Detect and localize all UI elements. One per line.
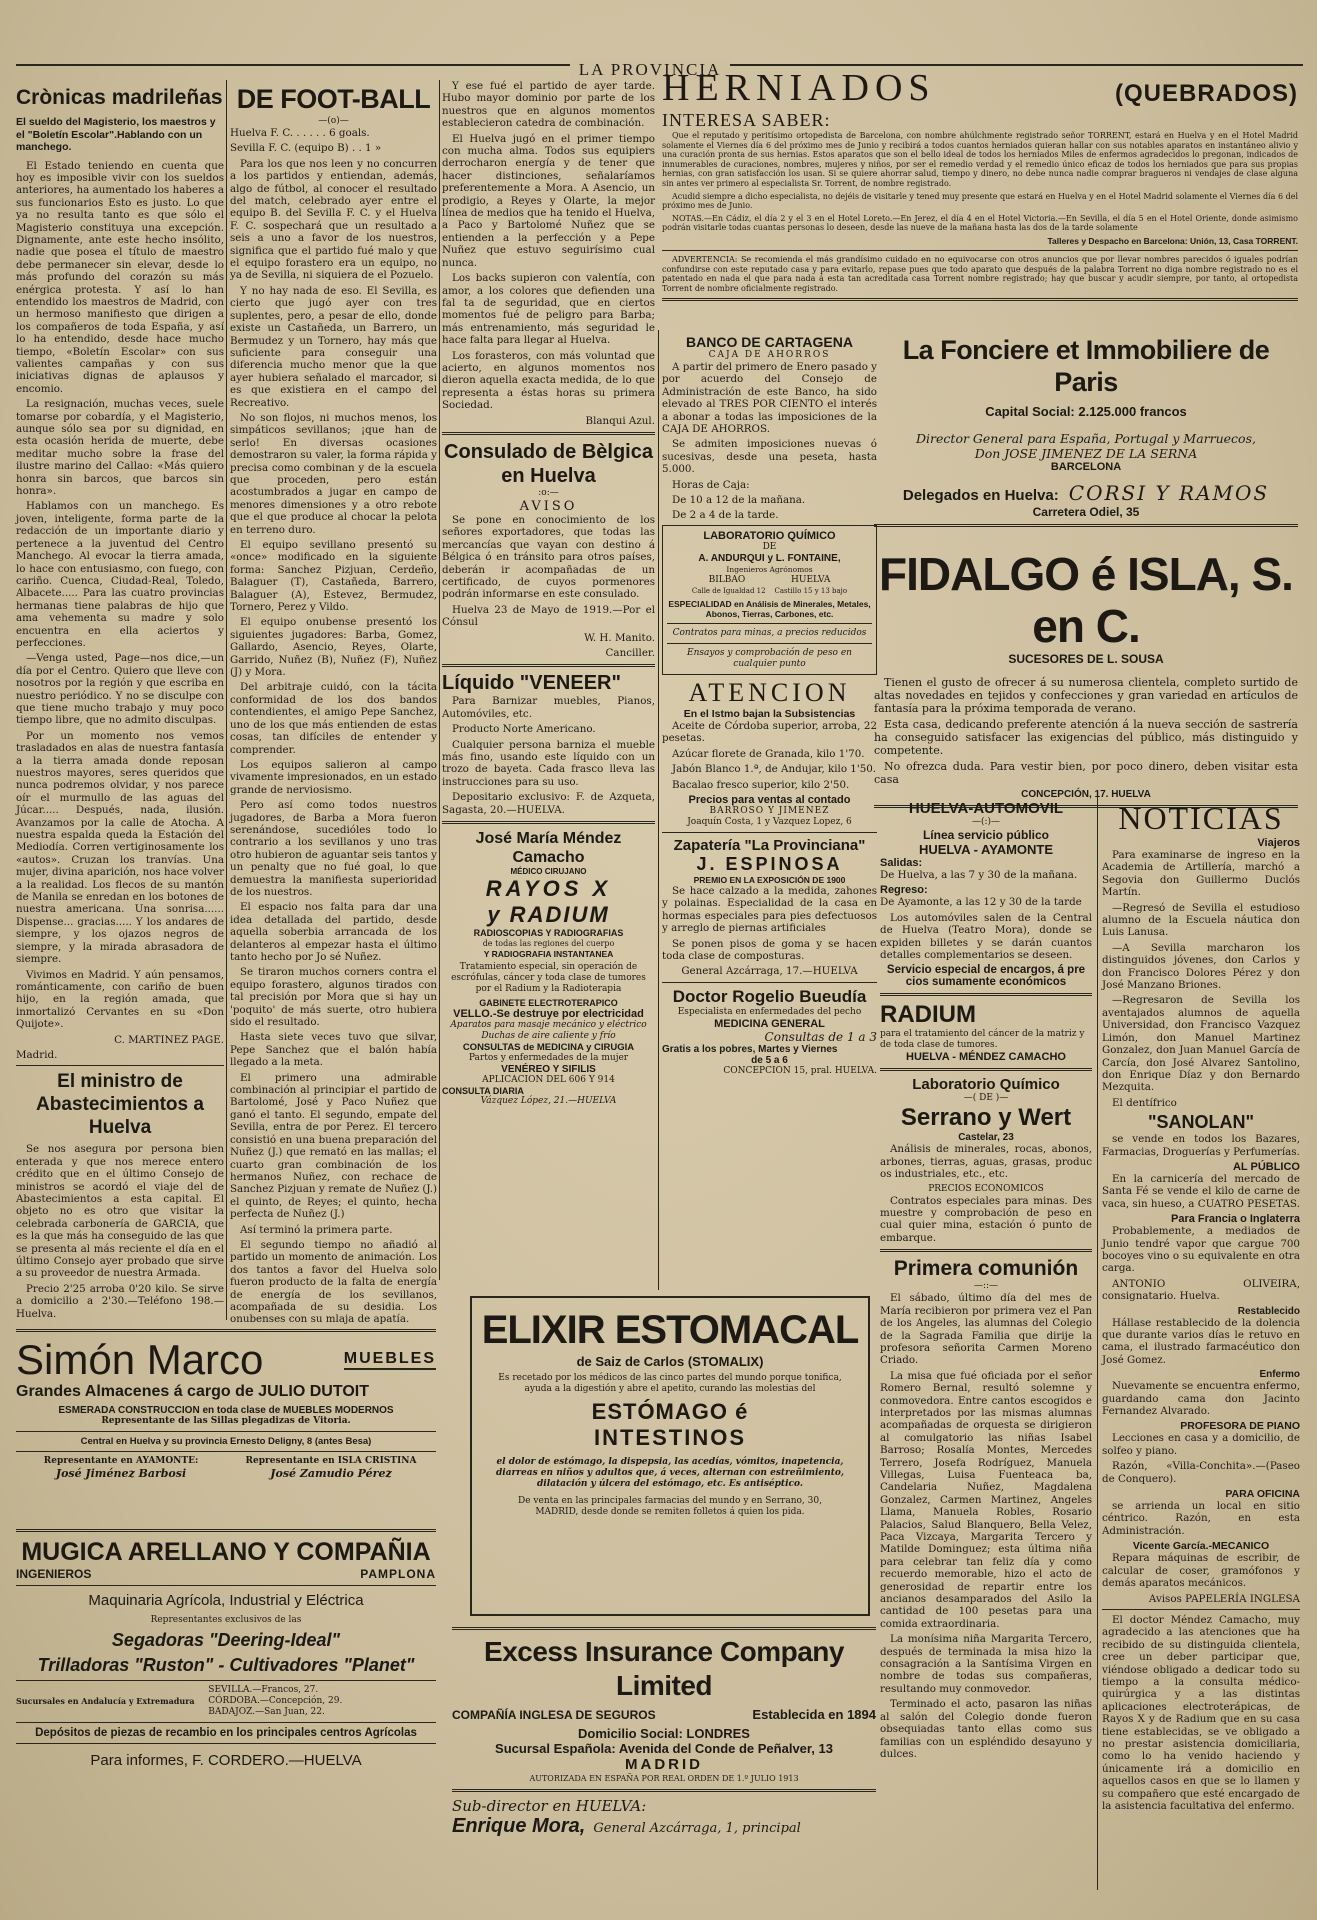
mugica-trilladoras: Trilladoras "Ruston" - Cultivadores "Planet" bbox=[37, 1655, 415, 1675]
paragraph: Se hace calzado a la medida, zahones y polainas. Especialidad de la casa en hormas especiales para pies defectuosos y arreglo de piernas artificiales bbox=[662, 884, 877, 935]
excess-subdir: Sub-director en HUELVA: bbox=[452, 1797, 647, 1815]
excess-name: Enrique Mora, bbox=[452, 1815, 586, 1837]
paragraph: Repara máquinas de escribir, de calcular de coser, gramófonos y demás aparatos mecánicos. bbox=[1102, 1552, 1300, 1590]
football-title: DE FOOT-BALL bbox=[236, 84, 431, 114]
fonciere-name: Don JOSE JIMENEZ DE LA SERNA bbox=[974, 446, 1198, 461]
paragraph: Del arbitraje cuidó, con la tácita conformidad de los dos bandos contendientes, el amigo Pepe Sanchez, uno de los que más entienden de estas cosas, tan difíciles de entender y comprender. bbox=[230, 681, 437, 756]
lab2-title: Laboratorio Químico bbox=[912, 1076, 1060, 1094]
paragraph: Hállase restablecido de la dolencia que durante varios días le retuvo en cama, el ilustrado farmacéutico don José Gomez. bbox=[1102, 1316, 1300, 1366]
paragraph: Esta casa, dedicando preferente atención á la nueva sección de sastrería ha conseguido satisfacer las exigencias del público, más distinguido y competente. bbox=[874, 718, 1298, 757]
simon-title: Simón Marco bbox=[16, 1336, 264, 1383]
paragraph: El equipo onubense presentó los siguientes jugadores: Barba, Gomez, Gallardo, Asencio, Reyes, Olarte, Garrido, Nuñez (B), Nuñez (F), Nuñez (J) y Mora. bbox=[230, 616, 437, 679]
elixir-sub: de Saiz de Carlos (STOMALIX) bbox=[576, 1354, 764, 1369]
consulado-title: Consulado de Bèlgica en Huelva bbox=[444, 440, 653, 487]
mugica-informes: Para informes, F. CORDERO.—HUELVA bbox=[90, 1752, 362, 1769]
mendez-role: MÉDICO CIRUJANO bbox=[510, 867, 587, 877]
aparatos: Aparatos para masaje mecánico y eléctrico bbox=[450, 1020, 647, 1031]
venereo: VENÉREO Y SIFILIS bbox=[501, 1064, 596, 1076]
paragraph: se arrienda un local en sitio céntrico. Razón, en esta Administración. bbox=[1102, 1500, 1300, 1537]
masthead-title: LA PROVINCIA bbox=[570, 60, 730, 80]
carretera: Carretera Odiel, 35 bbox=[1032, 505, 1140, 519]
separator: —::— bbox=[973, 1281, 999, 1292]
divider bbox=[662, 298, 1298, 301]
zapateria-address: General Azcárraga, 17.—HUELVA bbox=[681, 965, 858, 978]
divider bbox=[662, 832, 877, 833]
paragraph: —Regresó de Sevilla el estudioso alumno de la Escuela náutica don Luis Lanusa. bbox=[1102, 901, 1300, 939]
paragraph: La resignación, muchas veces, suele tomarse por cobardía, y el Magisterio, aunque sólo sea por su dignidad, en esta ocasión herida de muerte, debe meditar mucho sobre la frase del ilustre marino del Callao: «Más quiero honra sin barcos, que barcos sin honra». bbox=[16, 398, 224, 498]
regreso-label: Regreso: bbox=[880, 884, 928, 897]
divider bbox=[1102, 1609, 1300, 1610]
veneer-title: Líquido "VENEER" bbox=[442, 672, 621, 695]
barroso: BARROSO Y JIMENEZ bbox=[709, 805, 830, 816]
castelar: Castelar, 23 bbox=[958, 1132, 1014, 1144]
column-rule bbox=[439, 80, 440, 1280]
divider bbox=[452, 1627, 876, 1630]
cronicas-title: Crònicas madrileñas bbox=[16, 86, 223, 109]
lab-ensayos: Ensayos y comprobación de peso en cualquier punto bbox=[687, 647, 852, 669]
precios-contado: Precios para ventas al contado bbox=[688, 793, 851, 806]
noticias-title: NOTICIAS bbox=[1118, 800, 1284, 836]
rep-ayamonte-name: José Jiménez Barbosi bbox=[55, 1467, 187, 1480]
radium: y RADIUM bbox=[487, 902, 610, 928]
salidas-label: Salidas: bbox=[880, 857, 923, 869]
radium-huelva: HUELVA - MÉNDEZ CAMACHO bbox=[906, 1051, 1066, 1064]
paragraph: Y no hay nada de eso. El Sevilla, es cierto que jugó ayer con tres suplentes, pero, a pesar de ello, donde existe un Castañeda, un Barrero, un Bermudez y un Tornero, hay más que suficiente para conseguir una diferencia mucho menor que la que ayer hubiera señalado el marcador, si es que existiera en el campo del Recreativo. bbox=[230, 284, 437, 409]
lab-cities: BILBAO HUELVA bbox=[708, 574, 831, 585]
herniados-text: Acudid siempre a dicho especialista, no dejéis de visitarle y tened muy presente que estará en Huelva y en el Hotel Madrid solamente el Viernes día 6 del próximo mes de Junio. bbox=[662, 191, 1298, 211]
mugica-ing: INGENIEROS bbox=[16, 1567, 92, 1581]
paragraph: Para los que nos leen y no concurren a los partidos y entiendan, además, algo de fútbol, al conocer el resultado del match, celebrado ayer entre el equipo B. del Sevilla F. C. y el Huelva F. C. sospechará que un resultado a seis a uno a favor de los nuestros, significa que el partido fué malo y que el equipo forastero era un equipo, no ya de Sevilla, ni siquiera de el Pozuelo. bbox=[230, 157, 437, 282]
paragraph: El sábado, último día del mes de María recibieron por primera vez el Pan de los Angeles, las alumnas del Colegio de la Sagrada Familia que dirije la profesora señorita Carmen Moreno Criado. bbox=[880, 1292, 1092, 1367]
cronicas-subtitle: El sueldo del Magisterio, los maestros y el "Boletín Escolar".Hablando con un manchego. bbox=[16, 116, 216, 153]
mugica-segadoras: Segadoras "Deering-Ideal" bbox=[111, 1630, 341, 1650]
horas: De 2 a 4 de la tarde. bbox=[672, 509, 779, 522]
francia: Para Francia o Inglaterra bbox=[1171, 1213, 1300, 1226]
divider bbox=[16, 1065, 224, 1066]
column-rule bbox=[1097, 790, 1098, 1890]
fidalgo-title: FIDALGO é ISLA, S. en C. bbox=[879, 548, 1293, 652]
simon-central: Central en Huelva y su provincia Ernesto Deligny, 8 (antes Besa) bbox=[80, 1436, 372, 1447]
horas: De 10 a 12 de la mañana. bbox=[672, 494, 806, 507]
separator: :o:— bbox=[538, 487, 559, 498]
regreso-text: De Ayamonte, a las 12 y 30 de la tarde bbox=[880, 896, 1082, 909]
bueudia-esp: Especialista en enfermedades del pecho bbox=[677, 1006, 862, 1017]
elixir-big1: ESTÓMAGO é bbox=[591, 1399, 749, 1424]
divider bbox=[442, 664, 655, 667]
excess-sucursal: Sucursal Española: Avenida del Conde de Peñalver, 13 bbox=[495, 1741, 833, 1756]
paragraph: Cualquier persona barniza el mueble más fino, usando este líquido con un trozo de bayeta. Cada frasco lleva las instrucciones para su uso. bbox=[442, 738, 655, 788]
delegados-label: Delegados en Huelva: bbox=[902, 487, 1059, 504]
fidalgo-ad bbox=[874, 540, 1298, 800]
espinosa: J. ESPINOSA bbox=[696, 853, 843, 874]
simon-grandes: Grandes Almacenes á cargo de JULIO DUTOIT bbox=[16, 1383, 369, 1400]
divider bbox=[662, 250, 1298, 251]
paragraph: Se admiten imposiciones nuevas ó sucesivas, desde una peseta, hasta 5.000. bbox=[662, 438, 877, 476]
consul-role: Canciller. bbox=[605, 647, 655, 660]
gabinete: GABINETE ELECTROTERAPICO bbox=[479, 998, 618, 1009]
mendez-name: José María Méndez Camacho bbox=[475, 830, 622, 867]
elixir-ad bbox=[470, 1296, 870, 1616]
divider bbox=[667, 643, 872, 644]
excess-est: Establecida en 1894 bbox=[752, 1707, 876, 1722]
excess-ad bbox=[452, 1622, 876, 1902]
paragraph: A partir del primero de Enero pasado y por acuerdo del Consejo de Administración de este Banco, ha sido elevado al TRES POR CIENTO el interés a abonar a todas las imposiciones de la CAJA DE AHORROS. bbox=[662, 361, 877, 436]
paragraph: Los forasteros, con más voluntad que acierto, en algunos momentos nos dieron aquella exacta medida, de lo que representa a éstas horas su primera Sociedad. bbox=[442, 349, 655, 412]
divider bbox=[16, 1329, 436, 1332]
paragraph: El equipo sevillano presentó su «once» modificado en la siguiente forma: Sanchez Pizjuan, Cerdeño, Balaguer (T), Castañeda, Barrero, Balaguer (A), Estevez, Bermudez, Tornero, Perez y Vildo. bbox=[230, 539, 437, 614]
oficina: PARA OFICINA bbox=[1225, 1488, 1300, 1501]
paragraph: Los automóviles salen de la Central de Huelva (Teatro Mora), donde se expiden billetes y se darán cuantos detalles complementarios se deseen. bbox=[880, 911, 1092, 962]
al-publico: AL PÚBLICO bbox=[1232, 1160, 1300, 1173]
divider bbox=[662, 982, 877, 983]
bueudia-name: Doctor Rogelio Bueudía bbox=[672, 986, 867, 1006]
paragraph: Terminado el acto, pasaron las niñas al salón del Colegio donde fueron obsequiadas tanto ellas como sus familias con un espléndido desayuno y dulces. bbox=[880, 1698, 1092, 1760]
excess-cia: COMPAÑÍA INGLESA DE SEGUROS bbox=[452, 1707, 656, 1722]
avisos: Avisos PAPELERÍA INGLESA bbox=[1148, 1592, 1300, 1605]
paragraph: La misa que fué oficiada por el señor Romero Bernal, resultó solemne y conmovedora. Entre cantos escogidos e interpretados por las mismas alumnas acompañadas de orquesta se dirigieron al comulgatorio las niñas Isabel Barroso; Rosalía Montes, Mercedes Terrero, Josefa Rodríguez, Manuela Villegas, Luisa Fuenteaca ba, Candelaria Nuñez, Magdalena Gonzalez, Carmen Martinez, Angeles Llama, Manuela Robles, Rosario Palacios, Salud Blanquero, Bella Velez, Paca Vizcaya, Margarita Tercero y Matilde Dominguez; esta última niña para celebrar tan feliz día y como recuerdo memorable, hizo el acto de generosidad de repartir entre los ancianos desamparados del Asilo la cantidad de 100 pesetas para una comida extraordinaria. bbox=[880, 1369, 1092, 1630]
sanolan: "SANOLAN" bbox=[1147, 1112, 1255, 1133]
fonciere-capital: Capital Social: 2.125.000 francos bbox=[985, 404, 1187, 419]
sucursal-line: SEVILLA.—Francos, 27. bbox=[208, 1685, 319, 1695]
sucursal-line: BADAJOZ.—San Juan, 22. bbox=[208, 1707, 325, 1717]
auto-ruta: HUELVA - AYAMONTE bbox=[918, 842, 1054, 857]
paragraph: Análisis de minerales, rocas, abonos, arbones, tierras, aguas, grasas, produc os industriales, etc., etc. bbox=[880, 1143, 1092, 1181]
profesora: PROFESORA DE PIANO bbox=[1180, 1420, 1300, 1433]
aplicacion: APLICACION DEL 606 Y 914 bbox=[482, 1075, 615, 1086]
herniados-text: Que el reputado y peritísimo ortopedista de Barcelona, con nombre ahúlchmente registrado señor TORRENT, estará en Huelva y en el Hotel Madrid solamente el Viernes día 6 del próximo mes de Junio y recibirá a todos cuantos herniados quieran hallar con sus notables aparatos en instantáneo alivio y una curación pronta de sus hernias. Estos aparatos que son el bello ideal de todos los herniados Miles de enfermos agradecidos lo pregonan, indicados de innumerables de curaciones, nombres, mujeres y niños, por ser el remedio verdad y el remedio único eficaz de todos los herniados que para sus propias hernias, con gran satisfacción los usan. Si se quiere ahorrar salud, tiempo y dinero, no debe nunca nadie comprar bragueros ni vendajes de clase alguna sin antes ver primero al especialista Sr. Torrent, de nombre registrado. bbox=[662, 131, 1298, 188]
paragraph: Hablamos con un manchego. Es joven, inteligente, forma parte de la redacción de un importante diario y pertenece a la juventud del Centro Manchego. Al evocar la tierra amada, lo hace con entusiasmo, con fuego, con cariño. Cuenca, Ciudad-Real, Toledo, Albacete..... Para las cuatro provincias hermanas tiene palabras de hijo que ama vehementa su madre y solo encuentra en ella aciertos y perfecciones. bbox=[16, 500, 224, 649]
laboratorio-box bbox=[662, 525, 877, 675]
mugica-depositos: Depósitos de piezas de recambio en los principales centros Agrícolas bbox=[35, 1727, 417, 1739]
quebrados-title: (QUEBRADOS) bbox=[1115, 80, 1298, 107]
column-noticias bbox=[1102, 800, 1300, 1890]
paragraph: No son flojos, ni muchos menos, los simpáticos sevillanos; ¡que han de serlo! En diversas ocasiones demostraron su valer, la forma rápida y precisa como combinan y de la escuela que proceden, pero están acostumbrados a jugar en campo de menores dimensiones y a otro rebote que el que produce al chocar la pelota en terreno duro. bbox=[230, 411, 437, 536]
herniados-advertencia: ADVERTENCIA: Se recomienda el más grandísimo cuidado en no equivocarse con otros anuncios que por llevar nombres parecidos ó iguales podrían confundirse con este reputado casa y para evitarlo, repase pues que todo aparato que después de la palabra Torrent no diga nombre registrado no es el patentado en nada el que para nada á esta tan acreditada casa Torrent nombre registrado; hay que buscar y acudir siempre, por tanto, al ortopedista Torrent de nombre oficialmente registrado. bbox=[662, 254, 1298, 293]
consulta-diaria: CONSULTA DIARIA bbox=[442, 1086, 524, 1097]
herniados-title: HERNIADOS bbox=[662, 67, 936, 109]
paragraph: Pero así como todos nuestros jugadores, de Barba a Mora fueron serenándose, sucedióles todo lo contrario a los sevillanos y uno tras otro hubieron de aguantar seis tantos y un penalty que no fué goal, lo que demuestra la manifiesta superioridad de los nuestros. bbox=[230, 799, 437, 898]
lab-de: DE bbox=[762, 541, 777, 552]
paragraph: Se pone en conocimiento de los señores exportadores, que todas las mercancías que vayan con destino á Bélgica ó en tránsito para otros países, deberán ir acompañadas de un certificado, de cuyos pormenores podrán informarse en este consulado. bbox=[442, 513, 655, 601]
paragraph: El doctor Méndez Camacho, muy agradecido a las atenciones que ha recibido de su distinguida clientela, cree un deber participar que, viéndose obligado a dedicar todo su tiempo a la consulta médico-quirúrgica y a las distintas aplicaciones electroterápicas, de Rayos X y de Radium que en su casa tiene establecidas, se ve obligado a no prestar asistencia domiciliaria, como lo ha venido haciendo y únicamente irá a domicilio en aquellos casos en que se lo llamen y su compañero que esté encargado de la asistencia facultativa del enfermo. bbox=[1102, 1613, 1300, 1812]
mendez-address: Vázquez López, 21.—HUELVA bbox=[480, 1096, 617, 1107]
serrano-wert: Serrano y Wert bbox=[900, 1104, 1072, 1132]
premio: PREMIO EN LA EXPOSICIÓN DE 1900 bbox=[693, 874, 846, 885]
rep-isla-name: José Zamudio Pérez bbox=[270, 1467, 392, 1480]
divider bbox=[880, 1249, 1092, 1252]
price-line: Bacalao fresco superior, kilo 2'50. bbox=[672, 778, 850, 791]
excess-addr: General Azcárraga, 1, principal bbox=[593, 1821, 801, 1836]
fonciere-ad bbox=[874, 334, 1298, 534]
divider bbox=[16, 1529, 436, 1532]
bueudia-med: MEDICINA GENERAL bbox=[714, 1017, 825, 1030]
mugica-sucursales: Sucursales en Andalucía y Extremadura bbox=[16, 1696, 195, 1706]
horas: Horas de Caja: bbox=[672, 478, 750, 491]
paragraph: Vivimos en Madrid. Y aún pensamos, románticamente, con cariño de buen hijo, en la región amada, que inmortalizó Cervantes en su «Don Quijote». bbox=[16, 968, 224, 1031]
paragraph: El Estado teniendo en cuenta que hoy es imposible vivir con los sueldos anteriores, ha aumentado los haberes a sus funcionarios Esto es justo. Lo que ya no resulta tanto es que sólo el Magisterio constituya una excepción. Dignamente, ante este hecho insólito, nadie que posea el título de maestro debe permanecer sin elevar, desde lo más profundo del corazón su más enérgica protesta. Y así lo han entendido los maestros de Madrid, con un hermoso manifiesto que dirigen a los compañeros de toda España, y así lo ha entendido, desde hace mucho tiempo, «Boletín Escolar» con sus valientes campañas y con sus iniciativas dignas de aplausos y encomio. bbox=[16, 159, 224, 395]
divider bbox=[667, 623, 872, 624]
separator: —(o)— bbox=[318, 116, 349, 126]
paragraph: Por un momento nos vemos trasladados en alas de nuestra fantasía a la tierra amada donde reposan nuestros mayores, seres queridos que nunca podremos olvidar, y nos parece oír el murmullo de las aguas del Júcar..... Después, nada, ilusión. Avanzamos por la calle de Atocha. A nuestra espalda queda la Estación del Mediodía. Corren vertiginosamente los «autos». Cruzan los tranvías. Una mujer, divina aparición, nos hace volver a la realidad. Los flecos de su mantón de Manila se enredan en los botones de nuestra americana. Una sonrisa...... Dispense... gracias..... Y los andares de siempre, y los ojazos negros de siempre, y la mirada abrasadora de siempre. bbox=[16, 729, 225, 966]
paragraph: —Venga usted, Page—nos dice,—un día por el Centro. Quiero que lleve con nosotros por la región y que escriba en nuestro periódico. Y no se disculpe con que tiene mucho trabajo y muy poco tiempo libre, que no admito disculpas. bbox=[16, 652, 224, 727]
paragraph: No ofrezca duda. Para vestir bien, por poco dinero, deben visitar esta casa bbox=[874, 760, 1298, 786]
bueudia-hora: de 5 a 6 bbox=[751, 1054, 788, 1066]
fonciere-director: Director General para España, Portugal y Marruecos, bbox=[916, 431, 1256, 446]
paragraph: Razón, «Villa-Conchita».—(Paseo de Conquero). bbox=[1102, 1460, 1300, 1485]
paragraph: Se ponen pisos de goma y se hacen toda clase de composturas. bbox=[662, 937, 877, 962]
paragraph: Para Barnizar muebles, Pianos, Automóviles, etc. bbox=[442, 695, 655, 720]
divider bbox=[452, 1789, 876, 1792]
partos: Partos y enfermedades de la mujer bbox=[468, 1053, 629, 1064]
banco-sub: CAJA DE AHORROS bbox=[708, 350, 831, 360]
paragraph: Contratos especiales para minas. Des muestre y comprobación de peso en cual quier mina, estación ó punto de embarque. bbox=[880, 1194, 1092, 1244]
paragraph: Huelva 23 de Mayo de 1919.—Por el Cónsul bbox=[442, 603, 655, 629]
paragraph: Precio 2'25 arroba 0'20 kilo. Se sirve a domicilio a 2'30.—Teléfono 198.—Huelva. bbox=[16, 1282, 224, 1320]
aviso-heading: AVISO bbox=[519, 498, 578, 514]
paragraph: —Regresaron de Sevilla los aventajados alumnos de aquella Universidad, don Francisco Vazquez Limón, don Manuel Martinez Gonzalez, don Juan Manuel García de Carcía, don José Alvarez Santolino, don Enrique Díaz y don Bernardo Mezquita. bbox=[1102, 994, 1300, 1094]
elixir-text: Es recetado por los médicos de las cinco partes del mundo porque tonifica, ayuda a la digestión y abre el apetito, curando las molestias del bbox=[498, 1373, 842, 1394]
vello: VELLO.-Se destruye por electricidad bbox=[453, 1008, 644, 1021]
lab-role: Ingenieros Agrónomos bbox=[726, 564, 813, 574]
paragraph: ANTONIO OLIVEIRA, consignatario. Huelva. bbox=[1102, 1277, 1300, 1303]
paragraph: Depositario exclusivo: F. de Azqueta, Sagasta, 20.—HUELVA. bbox=[442, 791, 655, 816]
mugica-maq: Maquinaria Agrícola, Industrial y Eléctrica bbox=[88, 1592, 364, 1609]
lab2-de: —( DE )— bbox=[963, 1093, 1009, 1104]
herniados-talleres: Talleres y Despacho en Barcelona: Unión, 13, Casa TORRENT. bbox=[1047, 235, 1298, 246]
interesa-saber: INTERESA SABER: bbox=[662, 110, 831, 130]
paragraph: Hasta siete veces tuvo que silvar, Pepe Sanchez que el balón había llegado a la meta. bbox=[230, 1031, 437, 1069]
signature: C. MARTINEZ PAGE. bbox=[114, 1033, 224, 1046]
herniados-ad bbox=[662, 68, 1298, 334]
restablecido: Restablecido bbox=[1237, 1305, 1300, 1317]
divider bbox=[16, 1451, 436, 1452]
separator: —(:)— bbox=[971, 817, 1001, 827]
paragraph: Los backs supieron con valentía, con amor, a los colores que defienden una fal ta de seguridad, que en ciertos momentos fué de peligro para Barba; más entrenamiento, más seguridad le hace falta para llegar al Huelva. bbox=[442, 272, 655, 347]
bueudia-consultas: Consultas de 1 a 3 bbox=[764, 1029, 877, 1044]
salidas-text: De Huelva, a las 7 y 30 de la mañana. bbox=[880, 869, 1078, 881]
divider bbox=[16, 1680, 436, 1681]
atencion-sub: En el Istmo bajan la Subsistencias bbox=[683, 707, 856, 720]
auto-linea: Línea servicio público bbox=[922, 828, 1050, 842]
paragraph: Probablemente, a mediados de Junio tendré vapor que cargue 700 bocoyes vino o su equivalente en otra carga. bbox=[1102, 1225, 1300, 1275]
duchas: Duchas de aire caliente y frío bbox=[481, 1031, 616, 1042]
column-automovil bbox=[880, 800, 1092, 1890]
paragraph: Para examinarse de ingreso en la Academia de Artillería, marchó a Segovia don Guillermo Duclós Martín. bbox=[1102, 849, 1300, 899]
fidalgo-sub: SUCESORES DE L. SOUSA bbox=[1008, 652, 1164, 666]
score-line: Sevilla F. C. (equipo B) . . 1 » bbox=[230, 142, 382, 155]
column-consulado bbox=[442, 80, 655, 1240]
rad-line: Tratamiento especial, sin operación de escrófulas, cáncer y toda clase de tumores por el Radium y la Radioterapia bbox=[451, 962, 646, 995]
bueudia-gratis: Gratis a los pobres, Martes y Viernes bbox=[662, 1043, 838, 1055]
vicente-garcia: Vicente García.-MECANICO bbox=[1132, 1540, 1270, 1553]
elixir-venta: De venta en las principales farmacias del mundo y en Serrano, 30, MADRID, desde donde se remiten folletos á quien los pida. bbox=[518, 1496, 822, 1517]
paragraph: El segundo tiempo no añadió al partido un momento de animación. Los dos tantos a favor del Huelva solo fueron producto de la falta de energía de energía de los sevillanos, acompañada de su desidia. Los onubenses con su mlaja de apatía. bbox=[230, 1238, 437, 1326]
column-cronicas bbox=[16, 80, 224, 1320]
divider bbox=[880, 1068, 1092, 1071]
rayos-x: RAYOS X bbox=[485, 876, 612, 902]
signature: Blanqui Azul. bbox=[585, 414, 655, 427]
simon-marco-ad bbox=[16, 1324, 436, 1524]
price-line: Jabón Blanco 1.ª, de Andujar, kilo 1'50. bbox=[672, 763, 877, 776]
paragraph: Producto Norte Americano. bbox=[452, 723, 596, 736]
divider bbox=[16, 1722, 436, 1723]
column-football bbox=[230, 80, 437, 1326]
paragraph: El dentífrico bbox=[1112, 1096, 1177, 1109]
mugica-title: MUGICA ARELLANO Y COMPAÑIA bbox=[21, 1538, 431, 1566]
excess-domicilio: Domicilio Social: LONDRES bbox=[578, 1726, 750, 1741]
column-banco bbox=[662, 334, 877, 1294]
paragraph: Se tiraron muchos corners contra el equipo forastero, algunos tirados con tal precisión por Mora que si hay un 'poquito' de más suerte, otro hubiera sido el resultado. bbox=[230, 966, 437, 1029]
mugica-ad bbox=[16, 1524, 436, 1904]
consultas: CONSULTAS de MEDICINA y CIRUGIA bbox=[462, 1042, 635, 1054]
divider bbox=[16, 1431, 436, 1432]
paragraph: Y ese fué el partido de ayer tarde. Hubo mayor dominio por parte de los nuestros que en algunos momentos establecieron catedra de combinación. bbox=[442, 80, 655, 130]
paragraph: El Huelva jugó en el primer tiempo con mucha alma. Todos sus equipiers derrocharon energía y de tener que hacer distinciones, señalaríamos preferentemente a Mora. A Asencio, un prodigio, a Reyes y Olarte, la mejor línea de medios que ha tenido el Huelva, a Paco y Bartolomé Nuñez que se entienden a la perfección y a Pepe Nuñez que estuvo seguirísimo cual nunca. bbox=[442, 132, 655, 269]
paragraph: Tienen el gusto de ofrecer á su numerosa clientela, completo surtido de altas novedades en tejidos y confecciones y gran variedad en artículos de fantasía para la próxima temporada de verano. bbox=[874, 676, 1298, 715]
divider bbox=[880, 993, 1092, 996]
precios-economicos: PRECIOS ECONOMICOS bbox=[928, 1183, 1044, 1194]
paragraph: Lecciones en casa y a domicilio, de solfeo y piano. bbox=[1102, 1432, 1300, 1457]
paragraph: Los equipos salieron al campo vivamente impresionados, en un estado grande de nerviosismo. bbox=[230, 758, 437, 796]
atencion-title: ATENCION bbox=[688, 677, 851, 707]
mugica-city: PAMPLONA bbox=[360, 1567, 436, 1581]
paragraph: —A Sevilla marcharon los distinguidos jóvenes, don Carlos y don Francisco Dolores Pérez y don José Manzano Briones. bbox=[1102, 941, 1300, 992]
bueudia-address: CONCEPCION 15, pral. HUELVA. bbox=[723, 1065, 877, 1076]
muebles: MUEBLES bbox=[344, 1350, 436, 1370]
column-rule bbox=[658, 330, 659, 1290]
lab-title: LABORATORIO QUÍMICO bbox=[703, 529, 836, 542]
viajeros: Viajeros bbox=[1257, 837, 1300, 849]
minister-title: El ministro de Abastecimientos a Huelva bbox=[36, 1071, 204, 1139]
elixir-title: ELIXIR ESTOMACAL bbox=[481, 1308, 859, 1352]
herniados-notas: NOTAS.—En Cádiz, el día 2 y el 3 en el Hotel Loreto.—En Jerez, el día 4 en el Hotel Victoria.—En Sevilla, el día 5 en el Hotel Oriente, donde asimismo podrán visitarle todas cuantas personas lo deseen, desde las nueve de la mañana hasta las dos de la tarde solamente bbox=[662, 213, 1298, 233]
elixir-big2: INTESTINOS bbox=[593, 1425, 746, 1450]
enfermo: Enfermo bbox=[1259, 1369, 1300, 1381]
rad-line: Y RADIOGRAFIA INSTANTANEA bbox=[483, 949, 614, 960]
fonciere-city: BARCELONA bbox=[1050, 461, 1122, 473]
mugica-rep: Representantes exclusivos de las bbox=[150, 1615, 302, 1625]
banco-title: BANCO DE CARTAGENA bbox=[686, 334, 853, 350]
lab-address: Calle de Igualdad 12 Castillo 15 y 13 bajo bbox=[691, 586, 848, 595]
paragraph: El espacio nos falta para dar una idea detallada del partido, desde aquella soberbia arrancada de los delanteros al empezar hasta el último tanto hecho por Jo sé Nuñez. bbox=[230, 901, 437, 963]
elixir-ital: el dolor de estómago, la dispepsia, las acedías, vómitos, inapetencia, diarreas en niños y adultos que, á veces, alternan con estreñimiento, dilatación y úlcera del estómago, etc. Es antiséptico. bbox=[496, 1457, 844, 1489]
place: Madrid. bbox=[16, 1048, 58, 1061]
paragraph: Se nos asegura por persona bien enterada y que nos merece entero crédito que en el último Consejo de ministros se acordó el viaje del de Abastecimientos a esta capital. El objeto no es otro que visitar la celebrada carbonería de GARCIA, que es la que más ha conseguido de las que se presenta al más reciente el día en el último Consejo ayer probado que sirve a su proveedor de nuestra Armada. bbox=[16, 1143, 224, 1280]
comunion-title: Primera comunión bbox=[893, 1257, 1079, 1281]
radium-title: RADIUM bbox=[880, 1001, 976, 1029]
divider bbox=[16, 1743, 436, 1744]
paragraph: Nuevamente se encuentra enfermo, guardando cama don Jacinto Fernandez Alvarado. bbox=[1102, 1380, 1300, 1418]
fonciere-title: La Fonciere et Immobiliere de Paris bbox=[902, 335, 1270, 397]
paragraph: En la carnicería del mercado de Santa Fé se vende el kilo de carne de vaca, sin hueso, a CUATRO PESETAS. bbox=[1102, 1172, 1300, 1210]
consul-name: W. H. Manito. bbox=[584, 631, 655, 644]
divider bbox=[442, 432, 655, 435]
score-line: Huelva F. C. . . . . . 6 goals. bbox=[230, 127, 370, 139]
radium-text: para el tratamiento del cáncer de la matriz y de toda clase de tumores. bbox=[880, 1029, 1085, 1051]
divider bbox=[442, 821, 655, 824]
auto-title: HUELVA-AUTOMOVIL bbox=[908, 800, 1064, 817]
rad-line: RADIOSCOPIAS Y RADIOGRAFIAS bbox=[473, 928, 624, 939]
rep-ayamonte-label: Representante en AYAMONTE: bbox=[43, 1456, 199, 1466]
excess-title: Excess Insurance Company Limited bbox=[484, 1636, 844, 1701]
sucursal-line: CÓRDOBA.—Concepción, 29. bbox=[208, 1696, 343, 1706]
fidalgo-address: CONCEPCIÓN, 17. HUELVA bbox=[1021, 789, 1151, 800]
simon-esmerada: ESMERADA CONSTRUCCION en toda clase de MUEBLES MODERNOS bbox=[58, 1405, 394, 1416]
price-line: Aceite de Córdoba superior, arroba, 22 pesetas. bbox=[662, 719, 877, 745]
lab-especialidad: ESPECIALIDAD en Análisis de Minerales, Metales, Abonos, Tierras, Carbones, etc. bbox=[668, 598, 871, 619]
paragraph: La monísima niña Margarita Tercero, después de terminada la misa hizo la consagración a la Santísima Virgen en nombre de todas sus compañeras, resultando muy conmovedor. bbox=[880, 1633, 1092, 1695]
price-line: Azúcar florete de Granada, kilo 1'70. bbox=[672, 747, 865, 760]
rep-isla-label: Representante en ISLA CRISTINA bbox=[245, 1456, 417, 1466]
rad-line: de todas las regiones del cuerpo bbox=[482, 939, 615, 949]
simon-represent: Representante de las Sillas plegadizas de Vitoria. bbox=[101, 1416, 351, 1426]
paragraph: El primero una admirable combinación al principiar el partido de Bartolomé, José y Paco Nuñez que ganó el tanto. El segundo, empate del Sevilla, entra de por Perez. El tercero consistió en una buena preparación del Nuñez (J.) que remató en las mallas; el cuarto gran combinación de los hermanos Nuñez, con rechace de Sanchez Pizjuan y remate de Nuñez (J.) el quinto, de Reyes; el quinto, hecha perfecta de Nuñez (J.) bbox=[230, 1071, 437, 1221]
barroso-address: Joaquín Costa, 1 y Vazquez Lopez, 6 bbox=[687, 816, 852, 827]
paragraph: Así terminó la primera parte. bbox=[240, 1223, 393, 1236]
divider bbox=[16, 1585, 436, 1586]
lab-names: A. ANDURQUI y L. FONTAINE, bbox=[698, 552, 841, 564]
excess-autorizada: AUTORIZADA EN ESPAÑA POR REAL ORDEN DE 1.º JULIO 1913 bbox=[529, 1774, 799, 1783]
column-rule bbox=[226, 80, 227, 1320]
corsi-ramos: CORSI Y RAMOS bbox=[1068, 481, 1270, 505]
divider bbox=[874, 524, 1298, 527]
lab-contratos: Contratos para minas, a precios reducidos bbox=[672, 627, 867, 638]
auto-servicio: Servicio especial de encargos, á pre cios sumamente económicos bbox=[886, 964, 1086, 989]
paragraph: se vende en todos los Bazares, Farmacias, Droguerías y Perfumerías. bbox=[1102, 1133, 1300, 1158]
excess-madrid: MADRID bbox=[625, 1756, 703, 1773]
zapateria-title: Zapatería "La Provinciana" bbox=[673, 836, 866, 854]
